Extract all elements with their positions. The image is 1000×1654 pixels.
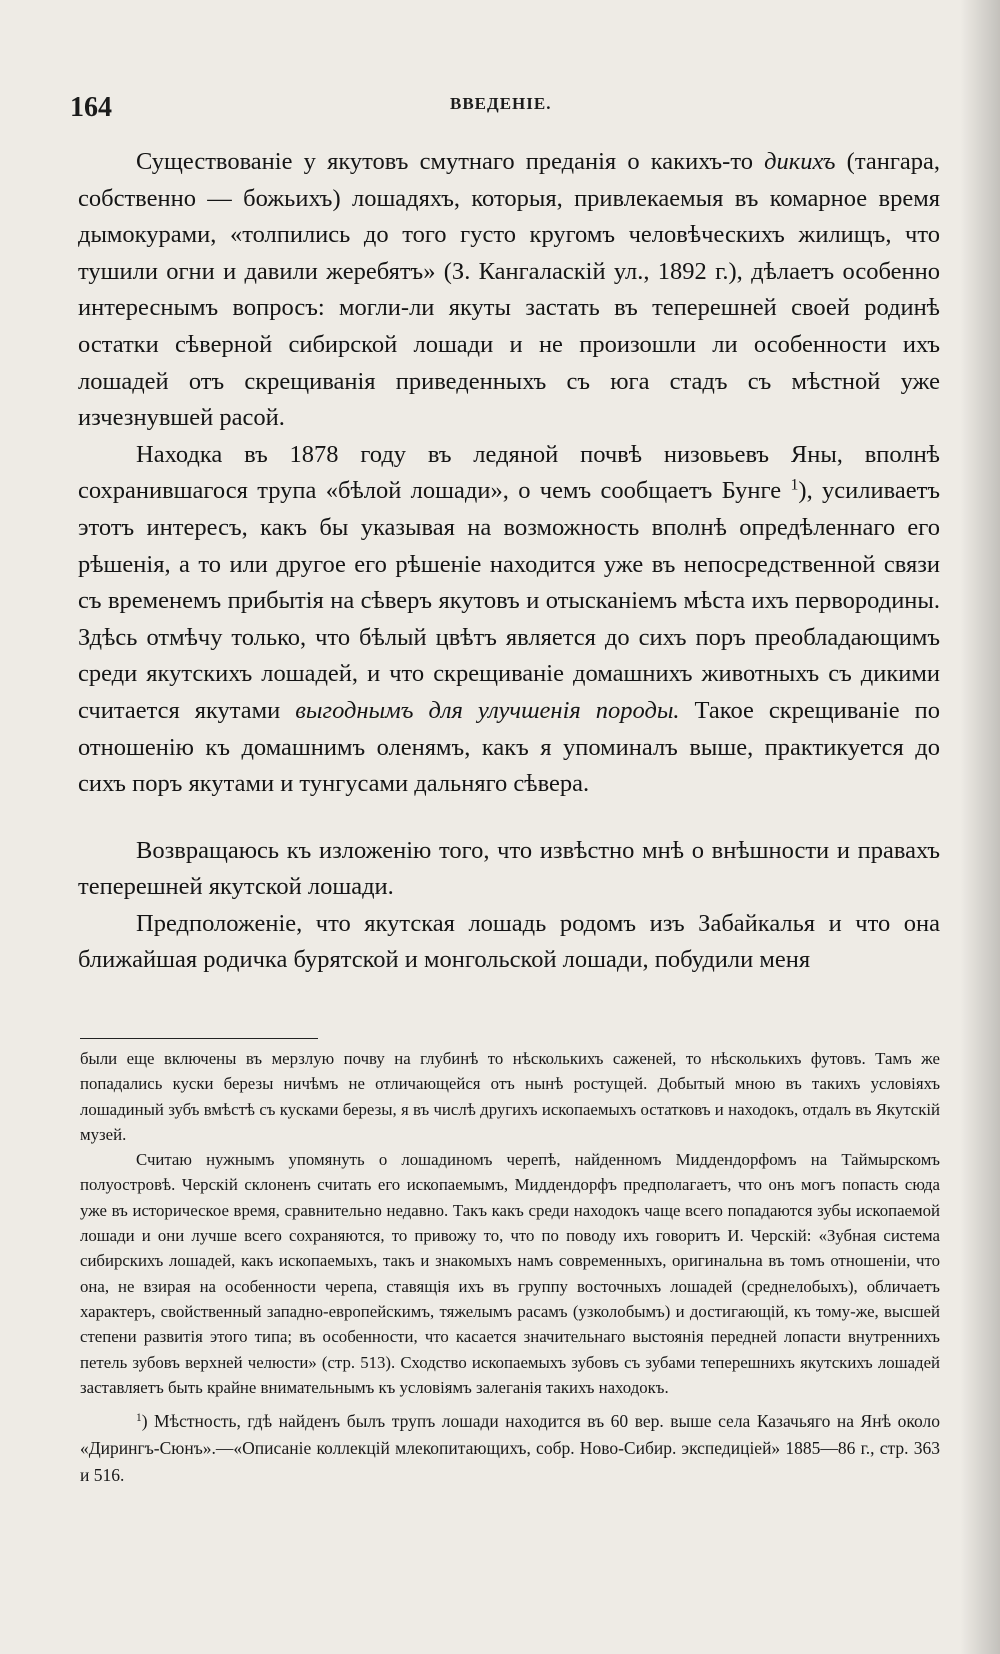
footnote-1: $^1$) Мѣстность, гдѣ найденъ былъ трупъ лошади находится въ 60 вер. выше села Казачьяго на Янѣ около «Дирингъ-Сюнъ».—«Описаніе коллекцій млекопитающихъ, собр. Ново-Сибир. экспедиціей» 1885—86 г., стр. 363 и 516. <box>80 1411 940 1486</box>
page-number: 164 <box>70 92 112 123</box>
running-head: ВВЕДЕНІЕ. <box>450 94 552 113</box>
footnote-continuation: были еще включены въ мерзлую почву на глубинѣ то нѣсколькихъ саженей, то нѣсколькихъ футовъ. Тамъ же попадались куски березы ничѣмъ не отличающейся отъ нынѣ ростущей. Добытый мною въ такихъ условіяхъ лошадиный зубъ вмѣстѣ съ кусками березы, я въ числѣ другихъ ископаемыхъ остатковъ и находокъ, отдалъ въ Якутскій музей. <box>80 1049 940 1144</box>
body-text <box>78 144 940 979</box>
footnote-marker: 1 <box>136 1411 142 1424</box>
paragraph-1: Существованіе у якутовъ смутнаго преданія о какихъ-то дикихъ (тангара, собственно — божьихъ) лошадяхъ, которыя, привлекаемыя въ комарное время дымокурами, «толпились до того густо кругомъ человѣческихъ жилищъ, что тушили огни и давили жеребятъ» (З. Кангаласкій ул., 1892 г.), дѣлаетъ особенно интереснымъ вопросъ: могли-ли якуты застать въ теперешней своей родинѣ остатки сѣверной сибирской лошади и не произошли ли особенности ихъ лошадей отъ скрещиванія приведенныхъ съ юга стадъ съ мѣстной уже изчезнувшей расой. <box>78 148 940 432</box>
paragraph-2: Находка въ 1878 году въ ледяной почвѣ низовьевъ Яны, вполнѣ сохранившагося трупа «бѣлой лошади», о чемъ сообщаетъ Бунге $^1$), усиливаетъ этотъ интересъ, какъ бы указывая на возможность вполнѣ опредѣленнаго его рѣшенія, а то или другое его рѣшеніе находится уже въ непосредственной связи съ временемъ прибытія на сѣверъ якутовъ и отысканіемъ мѣста ихъ первородины. Здѣсь отмѣчу только, что бѣлый цвѣтъ является до сихъ поръ преобладающимъ среди якутскихъ лошадей, и что скрещиваніе домашнихъ животныхъ съ дикими считается якутами выгоднымъ для улучшенія породы. Такое скрещиваніе по отношенію къ домашнимъ оленямъ, какъ я упоминалъ выше, практикуется до сихъ поръ якутами и тунгусами дальняго сѣвера. <box>78 440 940 798</box>
paragraph-4: Предположеніе, что якутская лошадь родомъ изъ Забайкалья и что она ближайшая родичка бурятской и монгольской лошади, побудили меня <box>78 909 940 974</box>
italic-phrase: дикихъ <box>764 148 836 175</box>
footnote-ref: 1 <box>790 476 799 494</box>
footnote-divider <box>80 1038 318 1039</box>
paragraph-3: Возвращаюсь къ изложенію того, что извѣстно мнѣ о внѣшности и правахъ теперешней якутской лошади. <box>78 836 940 901</box>
page-edge-shadow <box>960 0 1000 1654</box>
footnote-paragraph: Считаю нужнымъ упомянуть о лошадиномъ черепѣ, найденномъ Миддендорфомъ на Таймырскомъ полуостровѣ. Черскій склоненъ считать его ископаемымъ, Миддендорфъ предполагаетъ, что онъ могъ попасть сюда уже въ историческое время, сравнительно недавно. Такъ какъ среди находокъ чаще всего попадаются зубы ископаемой лошади и они лучше всего сохраняются, то привожу то, что по поводу ихъ говоритъ И. Черскій: «Зубная система сибирскихъ лошадей, какъ ископаемыхъ, такъ и знакомыхъ намъ современныхъ, оригинальна въ томъ отношеніи, что она, не взирая на особенности черепа, ставящія ихъ въ группу восточныхъ лошадей (среднелобыхъ), обличаетъ характеръ, свойственный западно-европейскимъ, тяжелымъ расамъ (узколобымъ) и достигающій, къ тому-же, высшей степени развитія этого типа; въ особенности, что касается значительнаго выстоянія передней лопасти внутреннихъ петель зубовъ верхней челюсти» (стр. 513). Сходство ископаемыхъ зубовъ съ зубами теперешнихъ якутскихъ лошадей заставляетъ быть крайне внимательнымъ къ условіямъ залеганія такихъ находокъ. <box>80 1150 940 1397</box>
italic-phrase: выгоднымъ для улучшенія породы. <box>295 696 680 724</box>
footnotes <box>80 1046 940 1489</box>
